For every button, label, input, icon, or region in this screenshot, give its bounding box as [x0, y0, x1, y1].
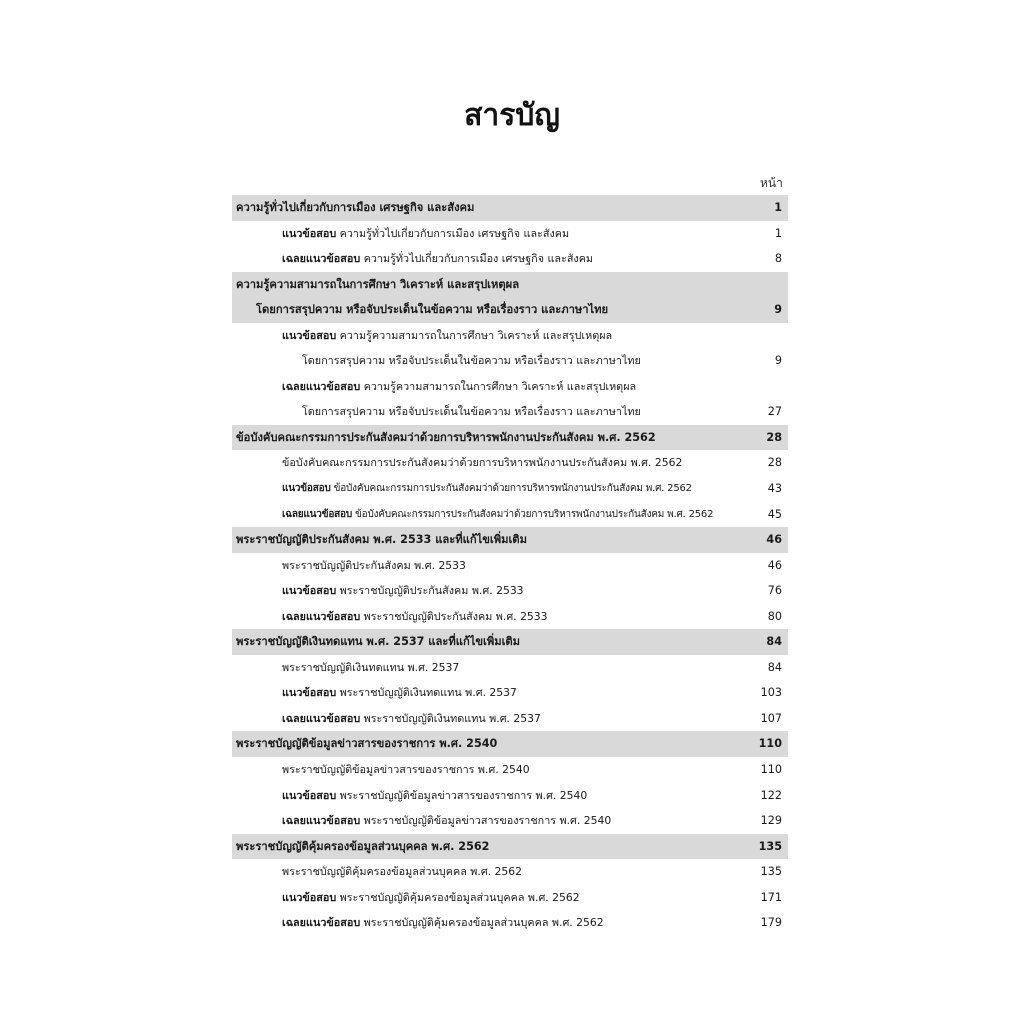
toc-entry-text	[282, 450, 754, 476]
toc-entry-title: พระราชบัญญัติเงินทดแทน พ.ศ. 2537	[339, 686, 517, 700]
toc-entry-text	[282, 374, 754, 400]
toc-entry-row[interactable]	[232, 450, 788, 476]
page-column-label: หน้า	[760, 176, 783, 190]
toc-entry-row[interactable]	[232, 808, 788, 834]
toc-entry-title: พระราชบัญญัติคุ้มครองข้อมูลส่วนบุคคล พ.ศ. 2562	[339, 890, 580, 904]
toc-entry-text	[282, 859, 754, 885]
toc-entry-text	[302, 348, 754, 374]
toc-page-number: 171	[760, 890, 782, 904]
toc-entry-label: เฉลยแนวข้อสอบ	[282, 916, 361, 930]
toc-section-row[interactable]	[232, 527, 788, 553]
toc-entry-row[interactable]	[232, 910, 788, 936]
toc-entry-text	[282, 885, 754, 911]
toc-entry-title: พระราชบัญญัติข้อมูลข่าวสารของราชการ พ.ศ. 2540	[282, 763, 530, 777]
toc-entry-text	[282, 323, 754, 349]
toc-entry-title: พระราชบัญญัติประกันสังคม พ.ศ. 2533	[282, 558, 466, 572]
toc-entry-label: แนวข้อสอบ	[282, 890, 337, 904]
toc-entry-text	[282, 655, 754, 681]
toc-entry-title: โดยการสรุปความ หรือจับประเด็นในข้อความ หรือเรื่องราว และภาษาไทย	[302, 354, 641, 368]
toc-entry-label: เฉลยแนวข้อสอบ	[282, 508, 353, 520]
toc-entry-row[interactable]	[232, 246, 788, 272]
toc-entry-text	[236, 272, 754, 298]
toc-entry-row[interactable]	[232, 399, 788, 425]
toc-entry-title: พระราชบัญญัติประกันสังคม พ.ศ. 2533	[363, 609, 548, 623]
toc-entry-title: ข้อบังคับคณะกรรมการประกันสังคมว่าด้วยการบริหารพนักงานประกันสังคม พ.ศ. 2562	[236, 430, 656, 444]
toc-entry-title: พระราชบัญญัติเงินทดแทน พ.ศ. 2537 และที่แก้ไขเพิ่มเติม	[236, 635, 521, 649]
toc-entry-label: เฉลยแนวข้อสอบ	[282, 609, 361, 623]
toc-entry-row[interactable]	[232, 323, 788, 349]
toc-entry-title: โดยการสรุปความ หรือจับประเด็นในข้อความ หรือเรื่องราว และภาษาไทย	[256, 303, 609, 317]
page-title: สารบัญ	[464, 98, 560, 133]
toc-entry-row[interactable]	[232, 502, 788, 528]
toc-entry-row[interactable]	[232, 221, 788, 247]
toc-section-row[interactable]	[232, 731, 788, 757]
toc-page-number: 84	[766, 635, 782, 649]
toc-entry-row[interactable]	[232, 885, 788, 911]
toc-entry-row[interactable]	[232, 604, 788, 630]
toc-entry-text	[236, 834, 754, 860]
toc-entry-label: แนวข้อสอบ	[282, 328, 337, 342]
toc-entry-text	[236, 425, 754, 451]
toc-page-number: 84	[767, 660, 782, 674]
toc-entry-title: ความรู้ความสามารถในการศึกษา วิเคราะห์ และสรุปเหตุผล	[339, 328, 613, 342]
toc-entry-label: แนวข้อสอบ	[282, 788, 337, 802]
toc-entry-text	[236, 629, 754, 655]
toc-page-number: 46	[766, 533, 782, 547]
toc-entry-text	[282, 553, 754, 579]
toc-entry-row[interactable]	[232, 578, 788, 604]
toc-entry-text	[282, 706, 754, 732]
toc-page-number: 135	[760, 865, 782, 879]
toc-entry-label: แนวข้อสอบ	[282, 584, 337, 598]
toc-entry-label: เฉลยแนวข้อสอบ	[282, 252, 361, 266]
toc-entry-text	[282, 476, 754, 502]
toc-entry-title: ความรู้ทั่วไปเกี่ยวกับการเมือง เศรษฐกิจ และสังคม	[236, 201, 475, 214]
toc-entry-text	[236, 527, 754, 553]
toc-entry-row[interactable]	[232, 859, 788, 885]
toc-entry-label: เฉลยแนวข้อสอบ	[282, 379, 361, 393]
toc-entry-row[interactable]	[232, 655, 788, 681]
toc-entry-row[interactable]	[232, 476, 788, 502]
toc-page-number: 27	[767, 405, 782, 419]
toc-entry-title: พระราชบัญญัติคุ้มครองข้อมูลส่วนบุคคล พ.ศ. 2562	[363, 916, 604, 930]
toc-page-number: 1	[774, 201, 782, 214]
toc-entry-row[interactable]	[232, 553, 788, 579]
toc-entry-title: พระราชบัญญัติข้อมูลข่าวสารของราชการ พ.ศ. 2540	[363, 814, 612, 828]
toc-page-number: 129	[760, 814, 782, 828]
toc-entry-text	[282, 502, 754, 528]
toc-entry-title: ความรู้ความสามารถในการศึกษา วิเคราะห์ และสรุปเหตุผล	[363, 379, 637, 393]
toc-page-number: 122	[760, 788, 782, 802]
toc-entry-text	[282, 808, 754, 834]
toc-section-row[interactable]	[232, 272, 788, 298]
toc-entry-title: พระราชบัญญัติเงินทดแทน พ.ศ. 2537	[363, 711, 541, 725]
toc-entry-text	[282, 680, 754, 706]
toc-section-row[interactable]	[232, 425, 788, 451]
toc-page-number: 103	[760, 686, 782, 700]
toc-entry-title: โดยการสรุปความ หรือจับประเด็นในข้อความ หรือเรื่องราว และภาษาไทย	[302, 405, 641, 419]
toc-page-number: 9	[774, 303, 782, 317]
toc-entry-label: เฉลยแนวข้อสอบ	[282, 711, 361, 725]
toc-entry-row[interactable]	[232, 680, 788, 706]
toc-section-row[interactable]	[232, 629, 788, 655]
toc-entry-title: ความรู้ทั่วไปเกี่ยวกับการเมือง เศรษฐกิจ และสังคม	[363, 252, 594, 266]
toc-page-number: 46	[767, 558, 782, 572]
toc-page-number: 76	[767, 584, 782, 598]
toc-page-number: 45	[767, 507, 782, 521]
toc-page-number: 28	[767, 456, 782, 470]
toc-entry-title: ข้อบังคับคณะกรรมการประกันสังคมว่าด้วยการบริหารพนักงานประกันสังคม พ.ศ. 2562	[355, 508, 714, 520]
toc-entry-text	[282, 604, 754, 630]
toc-entry-label: เฉลยแนวข้อสอบ	[282, 814, 361, 828]
toc-entry-title: พระราชบัญญัติคุ้มครองข้อมูลส่วนบุคคล พ.ศ. 2562	[236, 839, 490, 853]
toc-entry-row[interactable]	[232, 374, 788, 400]
toc-entry-row[interactable]	[232, 706, 788, 732]
toc-page-number: 110	[758, 737, 782, 751]
toc-entry-label: แนวข้อสอบ	[282, 686, 337, 700]
toc-entry-row[interactable]	[232, 783, 788, 809]
toc-entry-title: ความรู้ความสามารถในการศึกษา วิเคราะห์ และสรุปเหตุผล	[236, 277, 520, 291]
toc-section-row[interactable]	[232, 195, 788, 221]
toc-entry-row[interactable]	[232, 757, 788, 783]
toc-page-number: 9	[774, 354, 782, 368]
toc-entry-text	[256, 297, 754, 323]
toc-entry-text	[282, 757, 754, 783]
toc-entry-text	[236, 731, 754, 757]
toc-section-row[interactable]	[232, 297, 788, 323]
toc-page-number: 179	[760, 916, 782, 930]
toc-entry-title: ความรู้ทั่วไปเกี่ยวกับการเมือง เศรษฐกิจ และสังคม	[339, 226, 570, 240]
table-of-contents	[232, 195, 788, 936]
toc-entry-text	[282, 783, 754, 809]
toc-entry-title: พระราชบัญญัติข้อมูลข่าวสารของราชการ พ.ศ. 2540	[236, 737, 498, 751]
toc-page-number: 1	[774, 226, 782, 240]
toc-entry-title: พระราชบัญญัติเงินทดแทน พ.ศ. 2537	[282, 660, 460, 674]
toc-entry-label: แนวข้อสอบ	[282, 226, 337, 240]
toc-page-number: 110	[760, 763, 782, 777]
toc-entry-title: พระราชบัญญัติคุ้มครองข้อมูลส่วนบุคคล พ.ศ. 2562	[282, 865, 523, 879]
toc-entry-title: ข้อบังคับคณะกรรมการประกันสังคมว่าด้วยการบริหารพนักงานประกันสังคม พ.ศ. 2562	[333, 483, 692, 495]
toc-page-number: 43	[767, 482, 782, 496]
toc-entry-title: พระราชบัญญัติประกันสังคม พ.ศ. 2533	[339, 584, 524, 598]
toc-entry-title: พระราชบัญญัติประกันสังคม พ.ศ. 2533 และที่แก้ไขเพิ่มเติม	[236, 533, 527, 547]
toc-entry-text	[302, 399, 754, 425]
toc-entry-text	[282, 221, 754, 247]
toc-entry-label: แนวข้อสอบ	[282, 483, 331, 495]
toc-entry-text	[282, 578, 754, 604]
toc-entry-title: ข้อบังคับคณะกรรมการประกันสังคมว่าด้วยการบริหารพนักงานประกันสังคม พ.ศ. 2562	[282, 456, 683, 470]
toc-entry-text	[236, 195, 754, 221]
toc-entry-text	[282, 246, 754, 272]
toc-page-number: 8	[774, 252, 782, 266]
toc-entry-row[interactable]	[232, 348, 788, 374]
toc-section-row[interactable]	[232, 834, 788, 860]
toc-entry-title: พระราชบัญญัติข้อมูลข่าวสารของราชการ พ.ศ. 2540	[339, 788, 588, 802]
toc-page-number: 107	[760, 711, 782, 725]
toc-entry-text	[282, 910, 754, 936]
toc-page-number: 28	[766, 430, 782, 444]
toc-page-number: 80	[767, 609, 782, 623]
toc-page-number: 135	[758, 839, 782, 853]
